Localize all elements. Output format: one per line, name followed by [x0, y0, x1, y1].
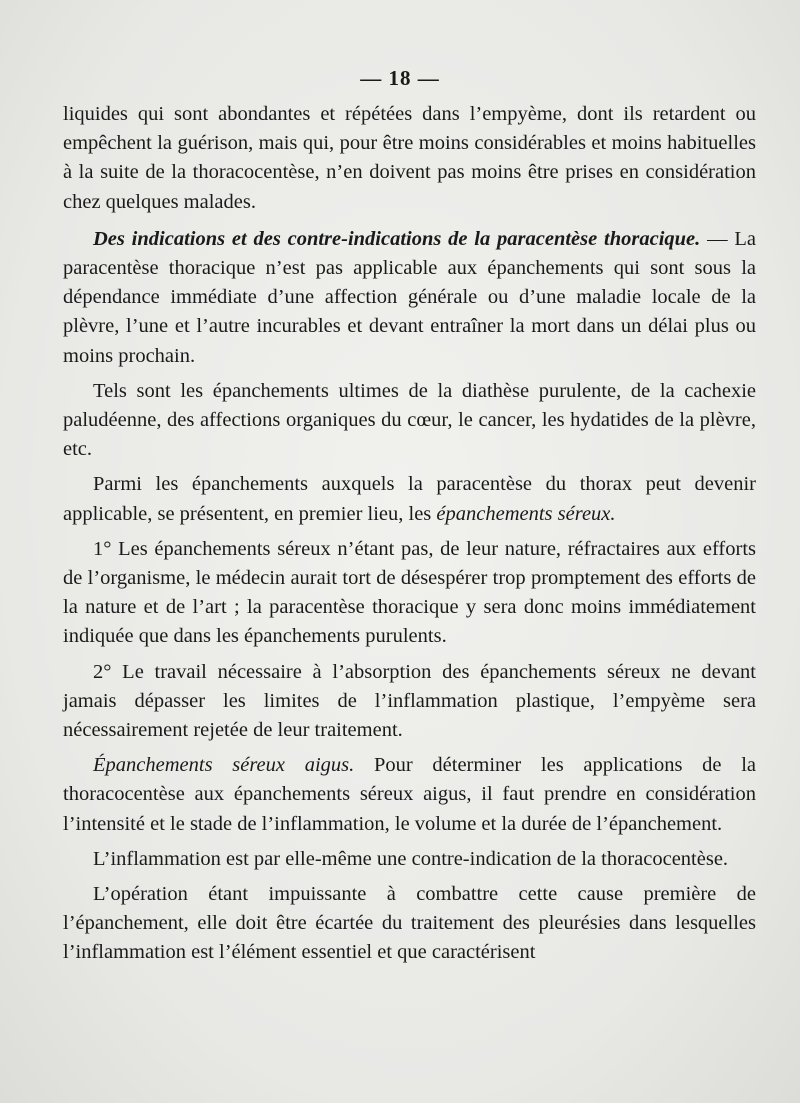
- paragraph-8: L’inflammation est par elle-même une contre-indication de la thoracocentèse.: [93, 847, 729, 870]
- section-heading-indications: Des indications et des contre-indications de la paracentèse thoracique.: [93, 227, 701, 250]
- page-number: — 18 —: [360, 66, 440, 90]
- body-text: [63, 100, 756, 968]
- paragraph-2-text: — La paracentèse thoracique n’est pas applicable aux épanchements qui sont sous la dépendance immédiate d’une affection générale ou d’une maladie locale de la plèvre, l’une et l’autre incurables et devant entraîner la mort dans un délai plus ou moins prochain.: [63, 227, 756, 367]
- paragraph-7-text: Pour déterminer les applications de la thoracocentèse aux épanchements séreux aigus, il faut prendre en considération l’intensité et le stade de l’inflammation, le volume et la durée de l’épanchement.: [63, 754, 756, 835]
- paragraph-3: Tels sont les épanchements ultimes de la diathèse purulente, de la cachexie paludéenne, des affections organiques du cœur, le cancer, les hydatides de la plèvre, etc.: [63, 379, 756, 461]
- paragraph-4: [63, 470, 756, 528]
- paragraph-4-text: Parmi les épanchements auxquels la paracentèse du thorax peut devenir applicable, se présentent, en premier lieu, les: [63, 473, 756, 525]
- paragraph-6: 2° Le travail nécessaire à l’absorption des épanchements séreux ne devant jamais dépasser les limites de l’inflammation plastique, l’empyème sera nécessairement rejetée de leur traitement.: [63, 660, 756, 742]
- paragraph-5: 1° Les épanchements séreux n’étant pas, de leur nature, réfractaires aux efforts de l’organisme, le médecin aurait tort de désespérer trop promptement des efforts de la nature et de l’art ; la paracentèse thoracique y sera donc moins immédiatement indiquée que dans les épanchements purulents.: [63, 537, 756, 648]
- paragraph-2: [63, 225, 756, 371]
- paragraph-7: [63, 751, 756, 839]
- section-heading-aigus: Épanchements séreux aigus.: [93, 754, 355, 777]
- emphasis-epanchements-sereux: épanchements séreux.: [436, 502, 616, 525]
- paragraph-1: liquides qui sont abondantes et répétées dans l’empyème, dont ils retardent ou empêchent la guérison, mais qui, pour être moins considérables et moins habituelles à la suite de la thoracocentèse, n’en doivent pas moins être prises en considération chez quelques malades.: [63, 103, 756, 213]
- paragraph-9: L’opération étant impuissante à combattre cette cause première de l’épanchement, elle doit être écartée du traitement des pleurésies dans lesquelles l’inflammation est l’élément essentiel et que caractérisent: [63, 883, 756, 964]
